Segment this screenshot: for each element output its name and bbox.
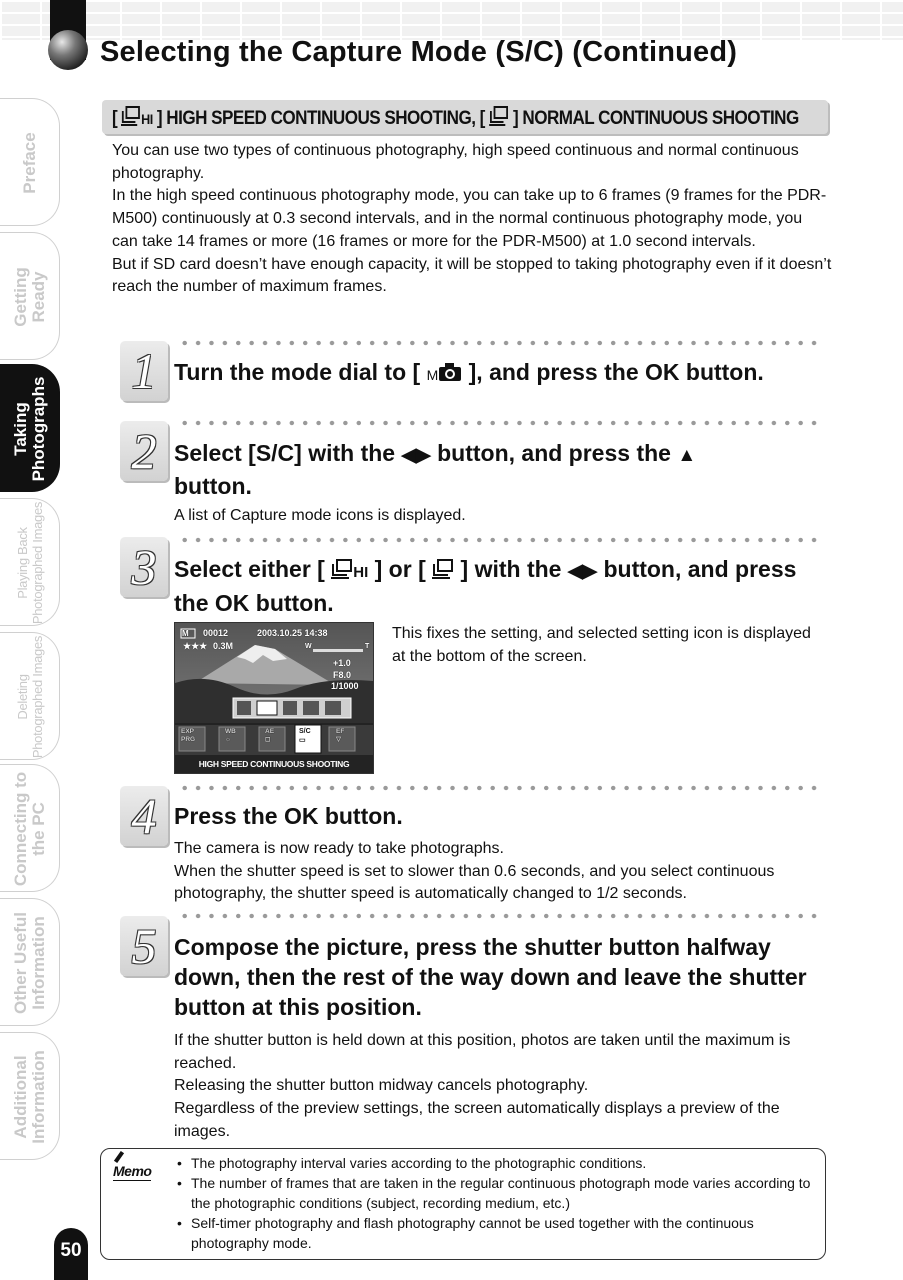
side-tab-label: Connecting to the PC (11, 771, 48, 887)
mode-icon-box (237, 701, 251, 715)
dotted-separator (178, 913, 823, 919)
step-number-5 (120, 916, 168, 976)
continuous-shooting-icon (121, 106, 141, 126)
side-tab-label: Additional Information (11, 1050, 48, 1144)
step-number-2 (120, 421, 168, 481)
page-number: 50 (54, 1228, 88, 1280)
step-1-title-pre: Turn the mode dial to [ (174, 359, 421, 385)
step-2-title-pre: Select [S/C] with the (174, 440, 396, 466)
mode-icon-box (283, 701, 297, 715)
screen-date-time: 2003.10.25 14:38 (257, 628, 328, 638)
side-tab-other-useful[interactable] (0, 898, 60, 1026)
section-header (102, 100, 828, 134)
section-header-part2: ] NORMAL CONTINUOUS SHOOTING (513, 108, 799, 129)
side-tab-label: Preface (20, 132, 39, 194)
screen-resolution: 0.3M (213, 641, 234, 651)
up-arrow-icon: ▲ (677, 445, 697, 466)
screen-exposure: +1.0 (333, 658, 351, 668)
step-3-title (174, 554, 824, 618)
memo-list (177, 1153, 817, 1253)
side-tab-label: Playing Back Photographed Images (15, 501, 45, 625)
step-2-title-post: button. (174, 473, 252, 499)
screen-zoom-t: T (365, 643, 370, 650)
zoom-bar (313, 649, 363, 652)
memo-box (100, 1148, 826, 1260)
step-number-4 (120, 786, 168, 846)
brick-header-pattern (0, 0, 903, 40)
camera-icon (438, 362, 462, 382)
continuous-shooting-icon (432, 559, 454, 579)
memo-label: Memo (113, 1163, 152, 1179)
step-4-body: The camera is now ready to take photographs. When the shutter speed is set to slower than 0.6 seconds, and you select continuous photography, the shutter speed is automatically changed to 1/2 seconds. (174, 840, 775, 903)
step-3-description: This fixes the setting, and selected setting icon is displayed at the bottom of the screen. (392, 625, 811, 665)
hi-label: HI (141, 111, 153, 127)
mode-icon-box (325, 701, 341, 715)
step-1-title-post: ], and press the OK button. (468, 359, 764, 385)
step-3-title-post: button, and press the OK button. (174, 556, 797, 616)
step-3-title-pre: Select either [ (174, 556, 325, 582)
step-number-text: 3 (131, 539, 157, 595)
mode-icon-box (303, 701, 319, 715)
mode-icon-selected (257, 701, 277, 715)
step-2-body: A list of Capture mode icons is displayed. (174, 507, 466, 524)
step-number-text: 4 (131, 788, 157, 844)
side-tab-playing-back[interactable] (0, 498, 60, 626)
screen-aperture: F8.0 (333, 670, 352, 680)
step-number-3 (120, 537, 168, 597)
step-4-title: Press the OK button. (174, 803, 403, 829)
side-tab-preface[interactable] (0, 98, 60, 226)
side-tab-getting-ready[interactable] (0, 232, 60, 360)
dotted-separator (178, 340, 823, 346)
step-2-title-mid: button, and press the (437, 440, 671, 466)
section-header-part1: ] HIGH SPEED CONTINUOUS SHOOTING, [ (156, 108, 485, 129)
dotted-separator (178, 785, 823, 791)
side-tab-connecting-pc[interactable] (0, 764, 60, 892)
step-2-title (174, 438, 814, 501)
memo-item: • The number of frames that are taken in the regular continuous photograph mode varies according to the photographic conditions (subject, recording medium, etc.) (177, 1173, 817, 1213)
step-number-1 (120, 341, 168, 401)
step-5-body: If the shutter button is held down at this position, photos are taken until the maximum is reached. Releasing the shutter button midway cancels photography. Regardless of the preview settings, the screen automatically displays a preview of the images. (174, 1032, 791, 1140)
page-title: Selecting the Capture Mode (S/C) (Continued) (100, 36, 738, 68)
step-number-text: 5 (131, 918, 157, 974)
screen-menu-ef: EF ▽ (336, 728, 345, 743)
step-3-title-mid1: ] or [ (374, 556, 426, 582)
screen-shutter: 1/1000 (331, 681, 359, 691)
left-right-arrows-icon: ◀▶ (401, 445, 431, 466)
screen-quality-stars: ★★★ (183, 641, 208, 651)
intro-paragraph: You can use two types of continuous photography, high speed continuous and normal continuous photography. In the high speed continuous photography mode, you can take up to 6 frames (9 frames for the PDR-M500) continuously at 0.3 second intervals, and in the normal continuous photography mode, you can take 14 frames or more (16 frames or more for the PDR-M500) at 1.0 second intervals. But if SD card doesn’t have enough capacity, it will be stopped to taking photography even if it doesn’t reach the number of maximum frames. (112, 142, 832, 296)
screen-menu-wb: WB ☼ (225, 728, 236, 743)
side-tab-taking-photographs[interactable] (0, 364, 60, 492)
dial-m-label: M (426, 367, 439, 383)
camera-screen-image (174, 622, 374, 774)
dotted-separator (178, 420, 823, 426)
memo-item: • The photography interval varies according to the photographic conditions. (177, 1153, 817, 1173)
hi-label: HI (353, 564, 369, 581)
screen-zoom-w: W (305, 643, 312, 650)
section-header-text (112, 106, 799, 130)
side-tab-label: Getting Ready (11, 267, 48, 327)
screen-menu-ae: AE ◻ (265, 728, 275, 743)
continuous-shooting-icon (331, 559, 353, 579)
step-number-text: 2 (131, 423, 157, 479)
bullet-ball-icon (48, 30, 88, 70)
screen-bottom-label: HIGH SPEED CONTINUOUS SHOOTING (198, 759, 350, 769)
bracket-open: [ (112, 108, 118, 129)
screen-frame-count: 00012 (203, 628, 229, 638)
dotted-separator (178, 537, 823, 543)
step-5-title: Compose the picture, press the shutter button halfway down, then the rest of the way down and leave the shutter button at this position. (174, 934, 807, 1020)
left-right-arrows-icon: ◀▶ (567, 561, 598, 582)
screen-menu-exp: EXP PRG (181, 728, 196, 743)
pencil-icon (114, 1151, 124, 1163)
side-tab-label: Taking Photographs (11, 376, 48, 482)
step-3-title-mid2: ] with the (460, 556, 562, 582)
side-tab-additional-info[interactable] (0, 1032, 60, 1160)
step-number-text: 1 (131, 343, 157, 399)
side-tab-deleting[interactable] (0, 632, 60, 760)
side-tab-label: Other Useful Information (11, 911, 48, 1015)
step-1-title (174, 357, 764, 390)
memo-item: • Self-timer photography and flash photography cannot be used together with the continuous photography mode. (177, 1213, 817, 1253)
side-tab-label: Deleting Photographed Images (15, 635, 45, 759)
continuous-shooting-icon (489, 106, 509, 126)
screen-menu-sc: S/C ▭ (299, 728, 311, 744)
screen-mode-icon: M (182, 629, 189, 638)
